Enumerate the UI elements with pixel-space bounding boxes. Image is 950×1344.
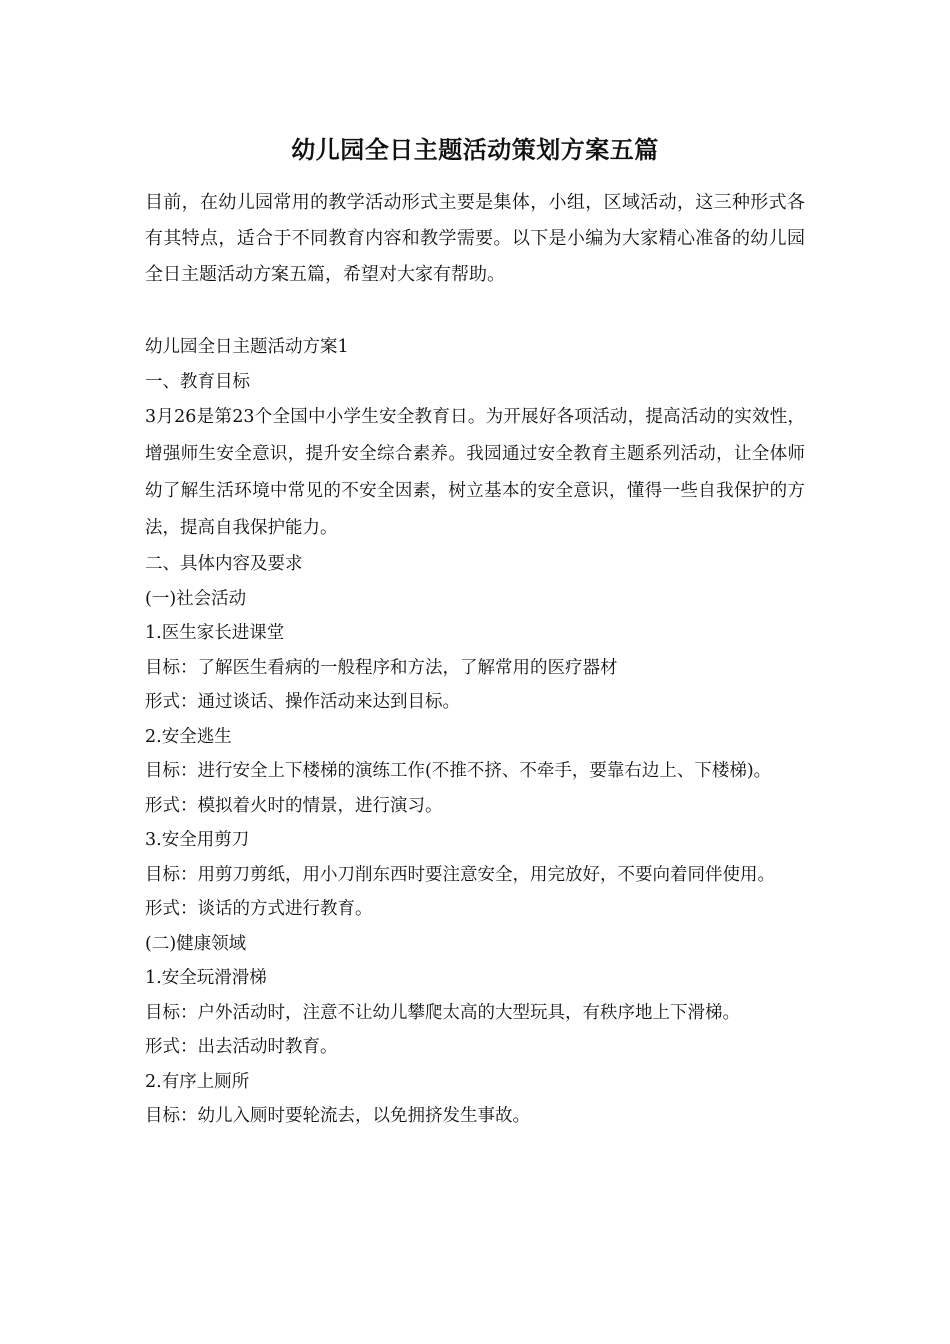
item-1-form: 形式：通过谈话、操作活动来达到目标。 [145, 692, 460, 712]
content-heading: 二、具体内容及要求 [145, 554, 303, 574]
item-3-title: 3.安全用剪刀 [145, 830, 250, 850]
document-title: 幼儿园全日主题活动策划方案五篇 [291, 135, 659, 164]
social-activity-heading: (一)社会活动 [145, 588, 247, 609]
item-3-goal: 目标：用剪刀剪纸，用小刀削东西时要注意安全，用完放好，不要向着同伴使用。 [145, 864, 775, 885]
item-2-goal: 目标：进行安全上下楼梯的演练工作(不推不挤、不牵手，要靠右边上、下楼梯)。 [145, 761, 772, 781]
document-body [145, 330, 805, 1134]
health-domain-heading: (二)健康领域 [145, 933, 247, 954]
goal-heading: 一、教育目标 [145, 371, 250, 392]
health-item-2-goal: 目标：幼儿入厕时要轮流去，以免拥挤发生事故。 [145, 1106, 530, 1126]
section-heading: 幼儿园全日主题活动方案1 [145, 337, 349, 357]
item-2-title: 2.安全逃生 [145, 726, 232, 747]
item-2-form: 形式：模拟着火时的情景，进行演习。 [145, 795, 443, 816]
health-item-1-form: 形式：出去活动时教育。 [145, 1037, 338, 1057]
health-item-2-title: 2.有序上厕所 [145, 1071, 250, 1092]
health-item-1-title: 1.安全玩滑滑梯 [145, 968, 267, 988]
item-3-form: 形式：谈话的方式进行教育。 [145, 899, 373, 919]
intro-paragraph: 目前，在幼儿园常用的教学活动形式主要是集体，小组，区域活动，这三种形式各有其特点，适合于不同教育内容和教学需要。以下是小编为大家精心准备的幼儿园全日主题活动方案五篇，希望对大家有帮助。 [145, 192, 805, 285]
goal-paragraph: 3月26是第23个全国中小学生安全教育日。为开展好各项活动，提高活动的实效性，增强师生安全意识，提升安全综合素养。我园通过安全教育主题系列活动，让全体师幼了解生活环境中常见的不安全因素，树立基本的安全意识，懂得一些自我保护的方法，提高自我保护能力。 [145, 407, 805, 538]
item-1-goal: 目标：了解医生看病的一般程序和方法，了解常用的医疗器材 [145, 657, 618, 678]
health-item-1-goal: 目标：户外活动时，注意不让幼儿攀爬太高的大型玩具，有秩序地上下滑梯。 [145, 1002, 740, 1023]
item-1-title: 1.医生家长进课堂 [145, 623, 285, 643]
